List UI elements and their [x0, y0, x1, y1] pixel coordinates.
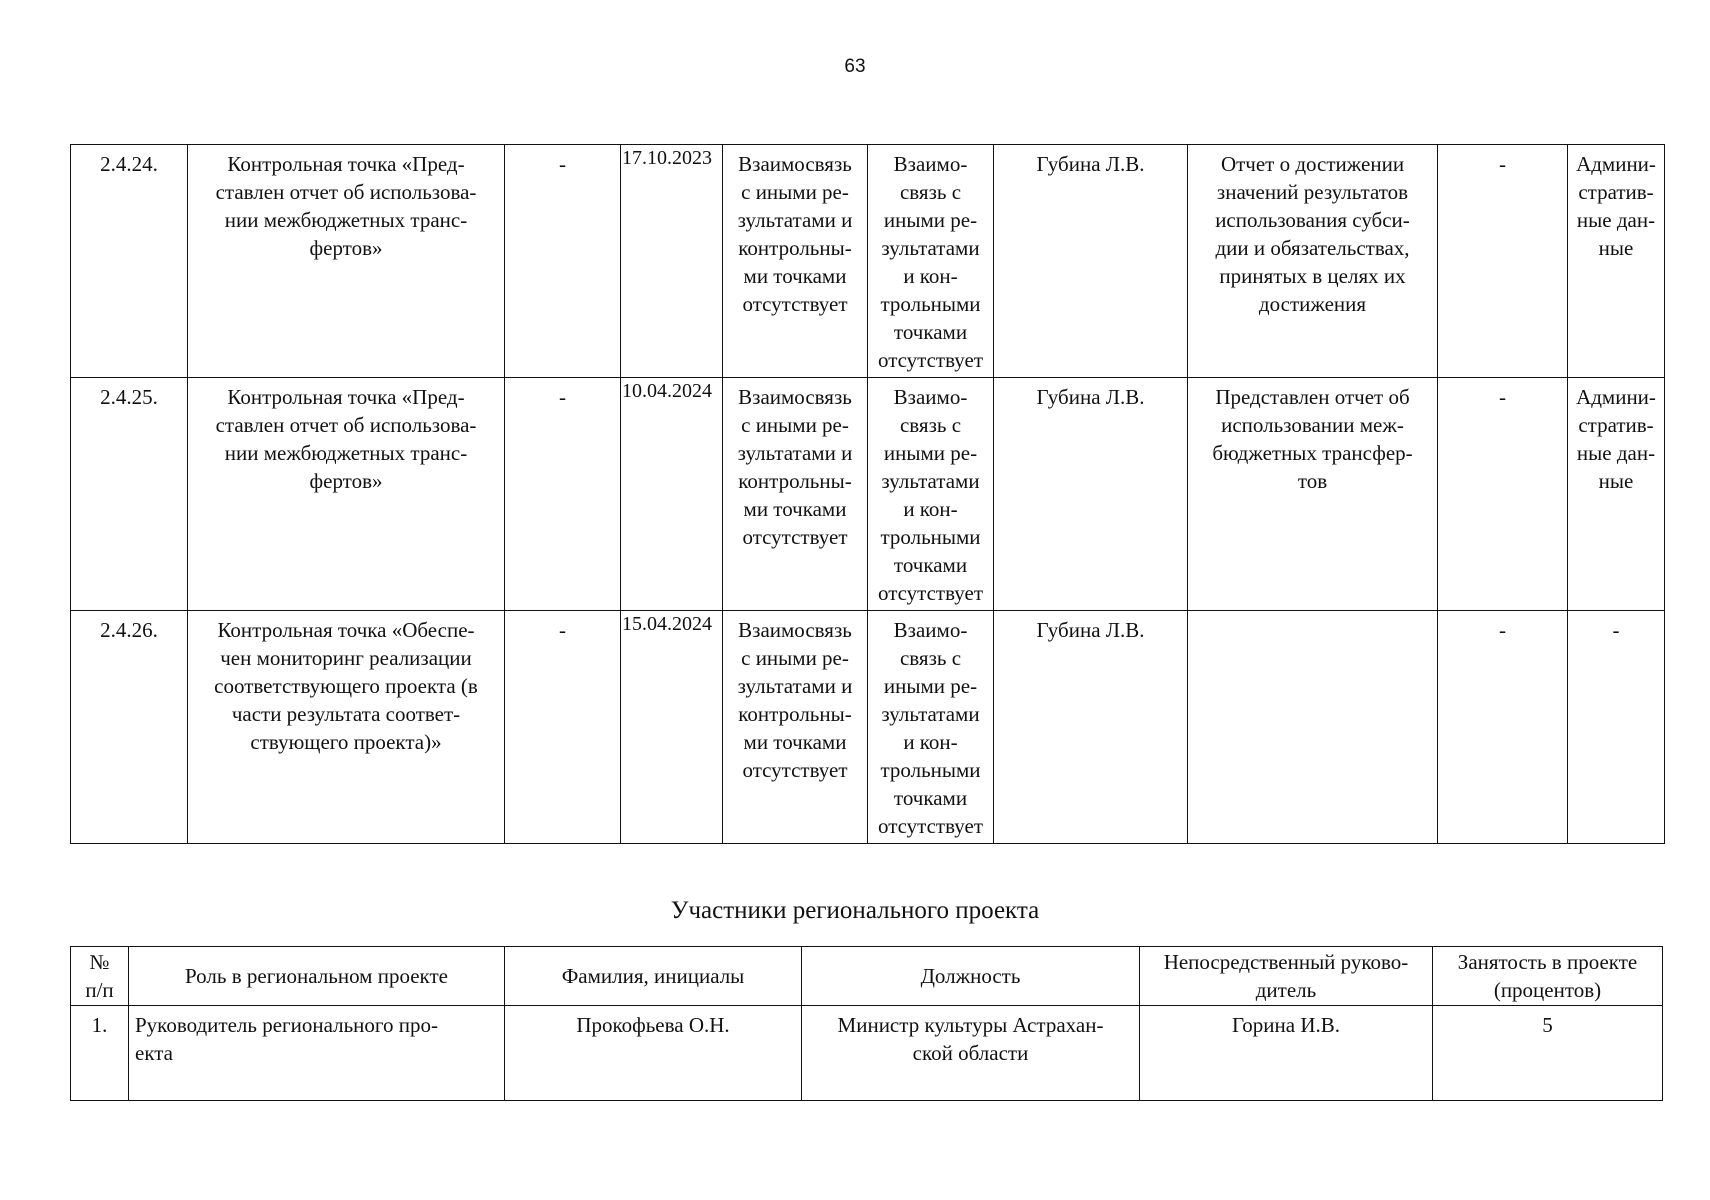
- checkpoint-start: -: [559, 152, 566, 176]
- header-supervisor: Непосредственный руково- дитель: [1163, 950, 1409, 1002]
- checkpoint-name: Контрольная точка «Пред- ставлен отчет об использова- нии межбюджетных транс- фертов»: [215, 385, 477, 493]
- checkpoint-relation-prev: Взаимосвязь с иными ре- зультатами и контрольны- ми точками отсутствует: [737, 385, 853, 549]
- participant-supervisor: Горина И.В.: [1231, 1013, 1340, 1037]
- participants-table: [70, 946, 1663, 1101]
- checkpoint-date: 10.04.2024: [622, 380, 712, 402]
- checkpoint-extra: -: [1499, 152, 1506, 176]
- checkpoint-row: [71, 145, 1665, 378]
- checkpoint-relation-prev: Взаимосвязь с иными ре- зультатами и контрольны- ми точками отсутствует: [737, 618, 853, 782]
- checkpoint-number: 2.4.26.: [100, 618, 158, 642]
- checkpoints-table: [70, 144, 1665, 844]
- participants-header-row: [71, 947, 1663, 1006]
- participants-title: Участники регионального проекта: [670, 897, 1040, 924]
- checkpoint-source: Админи- стратив- ные дан- ные: [1576, 152, 1656, 260]
- checkpoint-date: 17.10.2023: [622, 147, 712, 169]
- checkpoint-source: -: [1612, 618, 1620, 642]
- participant-num: 1.: [91, 1013, 108, 1037]
- checkpoint-responsible: Губина Л.В.: [1036, 618, 1145, 642]
- checkpoint-start: -: [559, 385, 566, 409]
- header-employment: Занятость в проекте (процентов): [1457, 950, 1638, 1002]
- checkpoint-row: [71, 611, 1665, 844]
- checkpoint-result: Представлен отчет об использовании меж- бюджетных трансфер- тов: [1212, 385, 1413, 493]
- checkpoint-start: -: [559, 618, 566, 642]
- header-position: Должность: [920, 964, 1021, 988]
- checkpoint-source: Админи- стратив- ные дан- ные: [1576, 385, 1656, 493]
- checkpoint-result: [1188, 611, 1437, 616]
- checkpoint-relation-next: Взаимо- связь с иными ре- зультатами и кон- трольными точками отсутствует: [877, 385, 984, 605]
- checkpoint-date: 15.04.2024: [622, 613, 712, 635]
- checkpoint-name: Контрольная точка «Пред- ставлен отчет об использова- нии межбюджетных транс- фертов»: [215, 152, 477, 260]
- checkpoint-relation-next: Взаимо- связь с иными ре- зультатами и кон- трольными точками отсутствует: [877, 618, 984, 838]
- checkpoint-relation-next: Взаимо- связь с иными ре- зультатами и кон- трольными точками отсутствует: [877, 152, 984, 372]
- checkpoint-responsible: Губина Л.В.: [1036, 152, 1145, 176]
- checkpoint-result: Отчет о достижении значений результатов использования субси- дии и обязательствах, принятых в целях их достижения: [1215, 152, 1410, 316]
- checkpoint-relation-prev: Взаимосвязь с иными ре- зультатами и контрольны- ми точками отсутствует: [737, 152, 853, 316]
- header-role: Роль в региональном проекте: [185, 964, 448, 988]
- checkpoint-number: 2.4.24.: [100, 152, 158, 176]
- checkpoint-row: [71, 378, 1665, 611]
- header-name: Фамилия, инициалы: [561, 964, 745, 988]
- page-number: 63: [844, 56, 866, 77]
- participant-employment: 5: [1542, 1013, 1553, 1037]
- participant-role: Руководитель регионального про- екта: [135, 1013, 438, 1065]
- participant-name: Прокофьева О.Н.: [576, 1013, 730, 1037]
- header-num: № п/п: [85, 950, 114, 1002]
- participant-position: Министр культуры Астрахан- ской области: [837, 1013, 1104, 1065]
- checkpoint-name: Контрольная точка «Обеспе- чен мониторинг реализации соответствующего проекта (в части результата соответ- ствующего проекта)»: [214, 618, 478, 754]
- checkpoint-extra: -: [1499, 385, 1506, 409]
- checkpoint-responsible: Губина Л.В.: [1036, 385, 1145, 409]
- participant-row: [71, 1006, 1663, 1101]
- checkpoint-number: 2.4.25.: [100, 385, 158, 409]
- checkpoint-extra: -: [1499, 618, 1506, 642]
